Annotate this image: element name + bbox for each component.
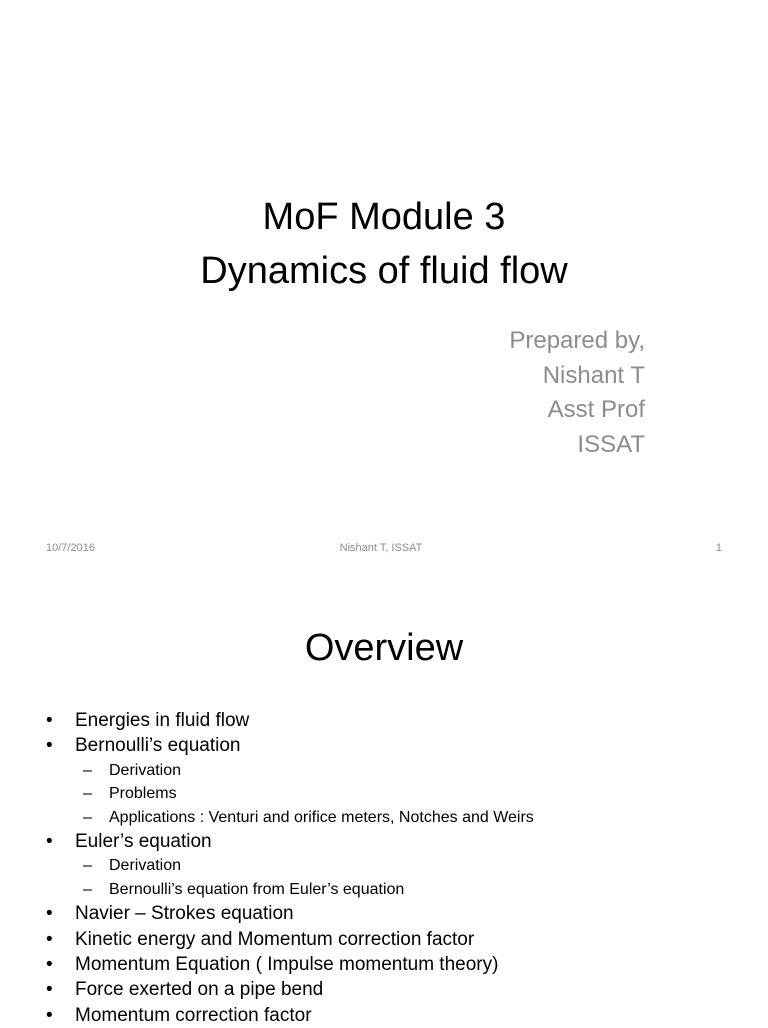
slide-title: Overview bbox=[304, 627, 464, 669]
sub-bullet-text: Applications : Venturi and orifice meters, Notches and Weirs bbox=[109, 808, 534, 826]
sub-bullet-item bbox=[46, 806, 746, 830]
bullet-text: Euler’s equation bbox=[75, 831, 212, 853]
sub-bullet-text: Derivation bbox=[109, 761, 182, 779]
footer-author: Nishant T, ISSAT bbox=[339, 542, 423, 554]
bullet-marker: • bbox=[46, 928, 53, 950]
bullet-item bbox=[46, 952, 746, 977]
bullet-item bbox=[46, 708, 746, 733]
bullet-text: Kinetic energy and Momentum correction factor bbox=[75, 928, 475, 950]
bullet-marker: • bbox=[46, 831, 53, 853]
sub-bullet-item bbox=[46, 854, 746, 878]
author-block bbox=[509, 324, 645, 462]
sub-bullet-text: Bernoulli’s equation from Euler’s equation bbox=[109, 880, 405, 898]
author-line: Prepared by, bbox=[509, 327, 645, 354]
bullet-item bbox=[46, 977, 746, 1002]
bullet-item bbox=[46, 901, 746, 926]
title-line: Dynamics of fluid flow bbox=[200, 250, 568, 292]
bullet-text: Bernoulli’s equation bbox=[75, 735, 241, 757]
dash-marker: – bbox=[83, 761, 92, 779]
bullet-marker: • bbox=[46, 735, 53, 757]
author-line: Asst Prof bbox=[547, 396, 645, 423]
slide-title bbox=[0, 190, 768, 298]
bullet-text: Navier – Strokes equation bbox=[75, 903, 294, 925]
bullet-text: Momentum Equation ( Impulse momentum theory) bbox=[75, 953, 499, 975]
author-line: ISSAT bbox=[577, 430, 645, 458]
bullet-marker: • bbox=[46, 1004, 53, 1026]
bullet-text: Momentum correction factor bbox=[75, 1004, 312, 1026]
bullet-item bbox=[46, 829, 746, 854]
dash-marker: – bbox=[83, 857, 92, 875]
author-line: Nishant T bbox=[542, 361, 645, 389]
bullet-marker: • bbox=[46, 903, 53, 925]
bullet-list bbox=[46, 708, 746, 1028]
sub-bullet-item bbox=[46, 878, 746, 902]
title-line: MoF Module 3 bbox=[262, 196, 506, 238]
sub-bullet-item bbox=[46, 782, 746, 806]
overview-slide bbox=[0, 582, 768, 1024]
dash-marker: – bbox=[83, 880, 92, 898]
bullet-marker: • bbox=[46, 953, 53, 975]
footer-date: 10/7/2016 bbox=[46, 542, 95, 554]
bullet-item bbox=[46, 1003, 746, 1028]
bullet-item bbox=[46, 733, 746, 758]
sub-bullet-text: Derivation bbox=[109, 857, 182, 875]
dash-marker: – bbox=[83, 785, 92, 803]
footer-page-number: 1 bbox=[715, 542, 722, 554]
sub-bullet-item bbox=[46, 759, 746, 783]
bullet-marker: • bbox=[46, 979, 53, 1001]
bullet-text: Energies in fluid flow bbox=[75, 710, 250, 731]
sub-bullet-text: Problems bbox=[109, 785, 177, 803]
bullet-marker: • bbox=[46, 710, 53, 731]
bullet-text: Force exerted on a pipe bend bbox=[75, 979, 324, 1001]
dash-marker: – bbox=[83, 808, 92, 826]
bullet-item bbox=[46, 927, 746, 952]
